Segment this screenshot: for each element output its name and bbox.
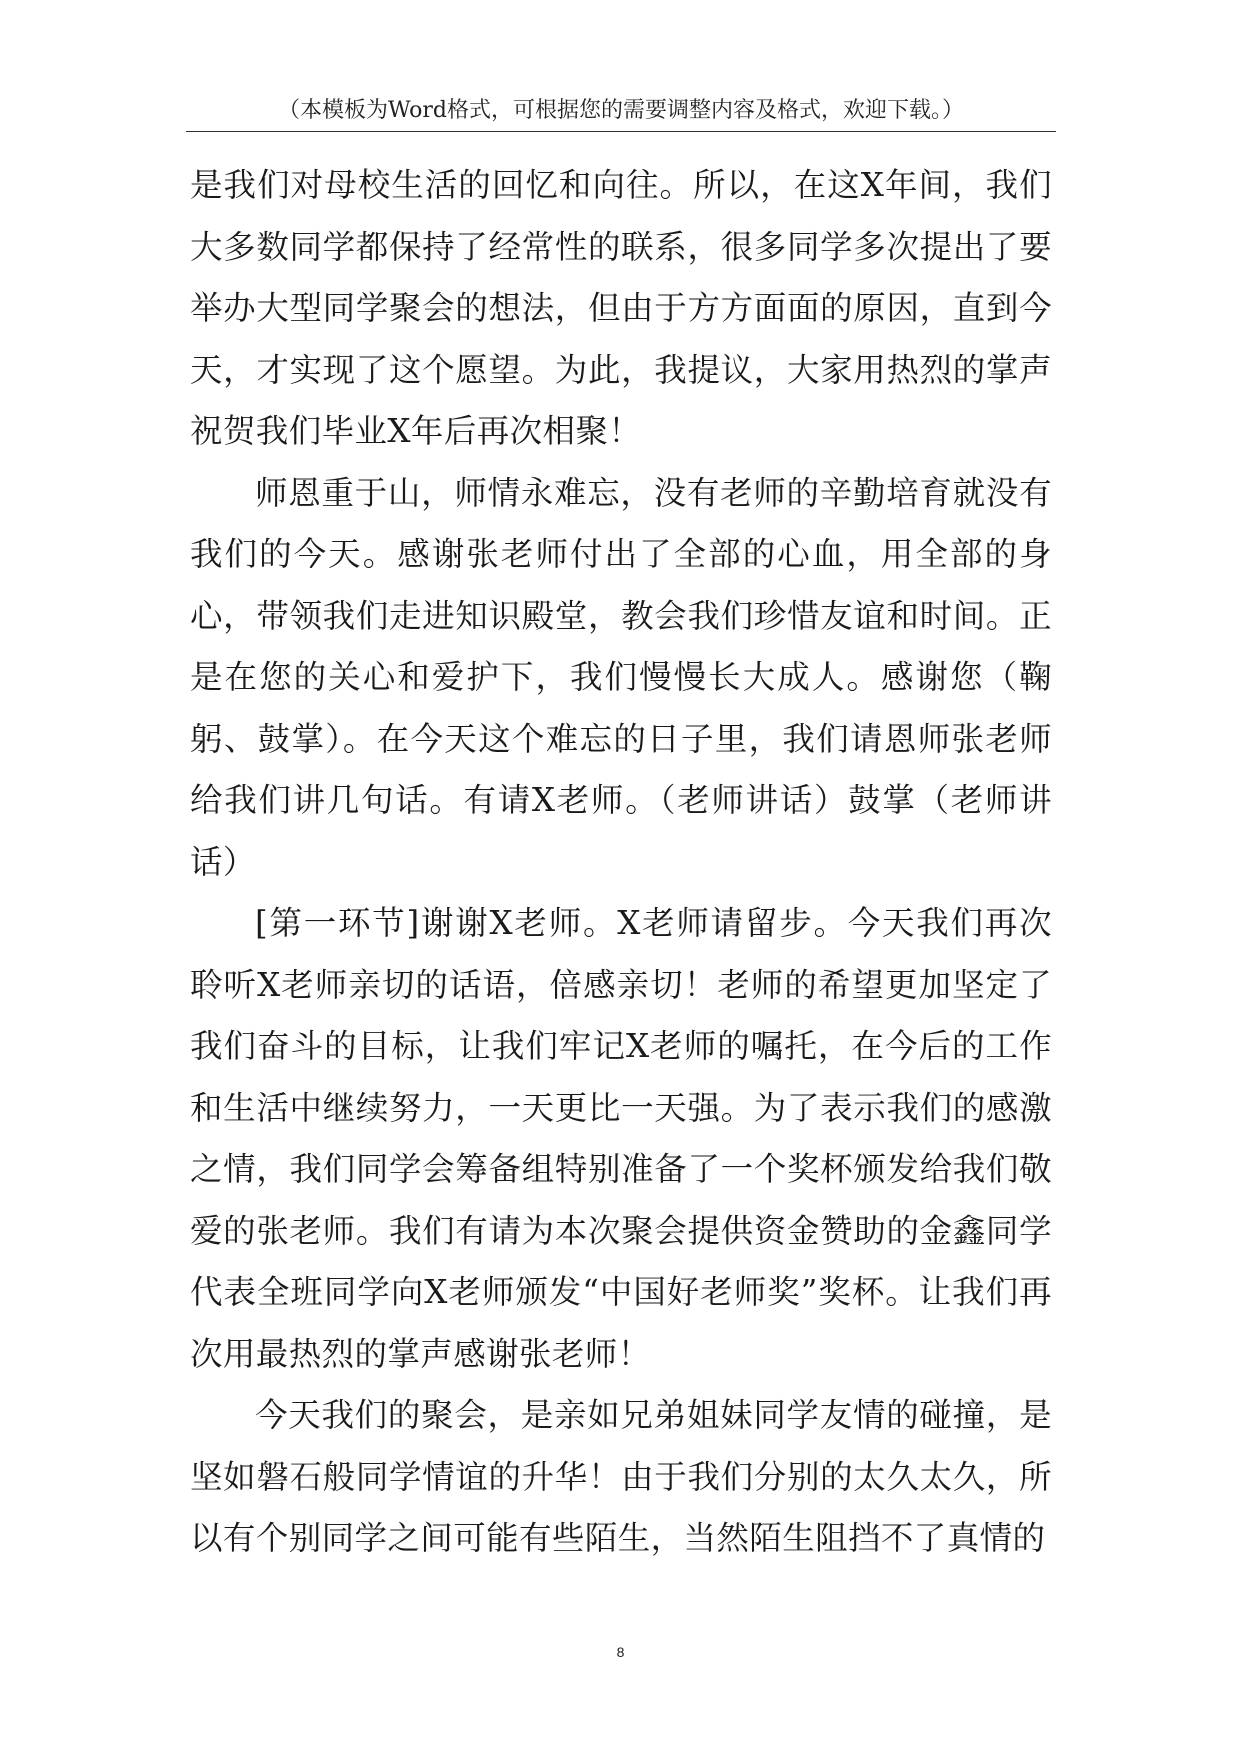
paragraph-2: 师恩重于山，师情永难忘，没有老师的辛勤培育就没有我们的今天。感谢张老师付出了全部的心血，用全部的身心，带领我们走进知识殿堂，教会我们珍惜友谊和时间。正是在您的关心和爱护下，我们慢慢长大成人。感谢您（鞠躬、鼓掌）。在今天这个难忘的日子里，我们请恩师张老师给我们讲几句话。有请X老师。（老师讲话）鼓掌（老师讲话） (190, 473, 1052, 881)
paragraph-1: 是我们对母校生活的回忆和向往。所以，在这X年间，我们大多数同学都保持了经常性的联系，很多同学多次提出了要举办大型同学聚会的想法，但由于方方面面的原因，直到今天，才实现了这个愿望。为此，我提议，大家用热烈的掌声祝贺我们毕业X年后再次相聚！ (190, 166, 1052, 450)
page-number: 8 (616, 1644, 625, 1660)
paragraph-4: 今天我们的聚会，是亲如兄弟姐妹同学友情的碰撞，是坚如磐石般同学情谊的升华！由于我们分别的太久太久，所以有个别同学之间可能有些陌生，当然陌生阻挡不了真情的 (190, 1396, 1052, 1557)
document-body (190, 155, 1052, 1570)
paragraph-3: [第一环节]谢谢X老师。X老师请留步。今天我们再次聆听X老师亲切的话语，倍感亲切！老师的希望更加坚定了我们奋斗的目标，让我们牢记X老师的嘱托，在今后的工作和生活中继续努力，一天更比一天强。为了表示我们的感激之情，我们同学会筹备组特别准备了一个奖杯颁发给我们敬爱的张老师。我们有请为本次聚会提供资金赞助的金鑫同学代表全班同学向X老师颁发“中国好老师奖”奖杯。让我们再次用最热烈的掌声感谢张老师！ (190, 904, 1052, 1373)
page-header: （本模板为Word格式，可根据您的需要调整内容及格式，欢迎下载。） (278, 98, 964, 123)
header-divider (186, 131, 1056, 132)
